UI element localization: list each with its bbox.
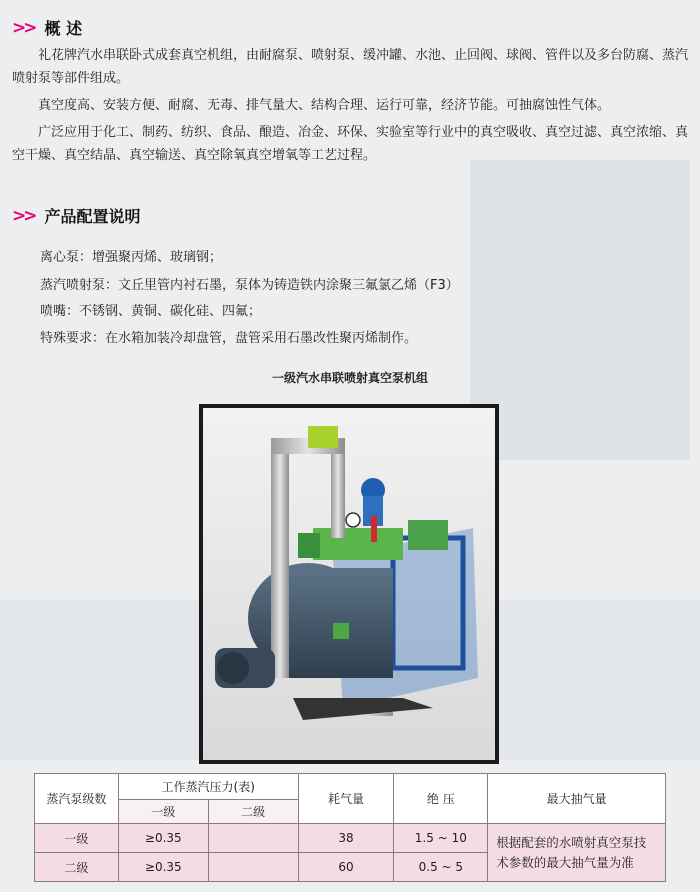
overview-paragraph-1: 礼花牌汽水串联卧式成套真空机组，由耐腐泵、喷射泵、缓冲罐、水池、止回阀、球阀、管件以及多台防腐、蒸汽喷射泵等部件组成。 — [12, 48, 689, 86]
cell-pressure-2 — [208, 853, 298, 882]
cell-consumption: 38 — [298, 824, 394, 853]
cell-pressure-2 — [208, 824, 298, 853]
config-line: 蒸汽喷射泵：文丘里管内衬石墨，泵体为铸造铁内涂聚三氟氯乙烯（F3） — [40, 278, 459, 293]
header-abs-pressure: 绝 压 — [394, 774, 488, 824]
config-line: 特殊要求：在水箱加装冷却盘管，盘管采用石墨改性聚丙烯制作。 — [40, 331, 418, 346]
cell-max-pump-note: 根据配套的水喷射真空泵技术参数的最大抽气量为准 — [488, 824, 666, 882]
header-max-pump: 最大抽气量 — [488, 774, 666, 824]
overview-paragraph-2: 真空度高、安装方便、耐腐、无毒、排气量大、结构合理、运行可靠，经济节能。可抽腐蚀性气体。 — [38, 98, 611, 113]
chevron-icon: >> — [12, 205, 35, 226]
pump-unit-illustration — [203, 408, 495, 760]
header-pressure: 工作蒸汽压力(表) — [118, 774, 298, 800]
overview-paragraph-3: 广泛应用于化工、制药、纺织、食品、酿造、冶金、环保、实验室等行业中的真空吸收、真空过滤、真空浓缩、真空干燥、真空结晶、真空输送、真空除氧真空增氧等工艺过程。 — [12, 125, 689, 163]
config-heading — [12, 204, 141, 227]
config-line: 喷嘴：不锈钢、黄铜、碳化硅、四氟； — [40, 304, 262, 319]
overview-title: 概 述 — [44, 19, 83, 38]
spec-table — [34, 773, 666, 882]
cell-abs-pressure: 0.5 ~ 5 — [394, 853, 488, 882]
header-stage2: 二级 — [208, 800, 298, 824]
cell-stage: 二级 — [35, 853, 119, 882]
pump-unit-photo — [199, 404, 499, 764]
cell-consumption: 60 — [298, 853, 394, 882]
ghost-photo-area — [470, 160, 690, 460]
cell-pressure-1: ≥0.35 — [118, 824, 208, 853]
cell-abs-pressure: 1.5 ~ 10 — [394, 824, 488, 853]
photo-caption: 一级汽水串联喷射真空泵机组 — [271, 371, 428, 385]
cell-stage: 一级 — [35, 824, 119, 853]
header-stages: 蒸汽泵级数 — [35, 774, 119, 824]
chevron-icon: >> — [12, 17, 35, 38]
header-stage1: 一级 — [118, 800, 208, 824]
overview-heading — [12, 16, 82, 39]
config-line: 离心泵：增强聚丙烯、玻璃钢； — [40, 250, 223, 265]
header-consumption: 耗气量 — [298, 774, 394, 824]
config-title: 产品配置说明 — [44, 207, 141, 226]
table-row — [35, 824, 666, 853]
ghost-background-text — [470, 8, 680, 30]
cell-pressure-1: ≥0.35 — [118, 853, 208, 882]
